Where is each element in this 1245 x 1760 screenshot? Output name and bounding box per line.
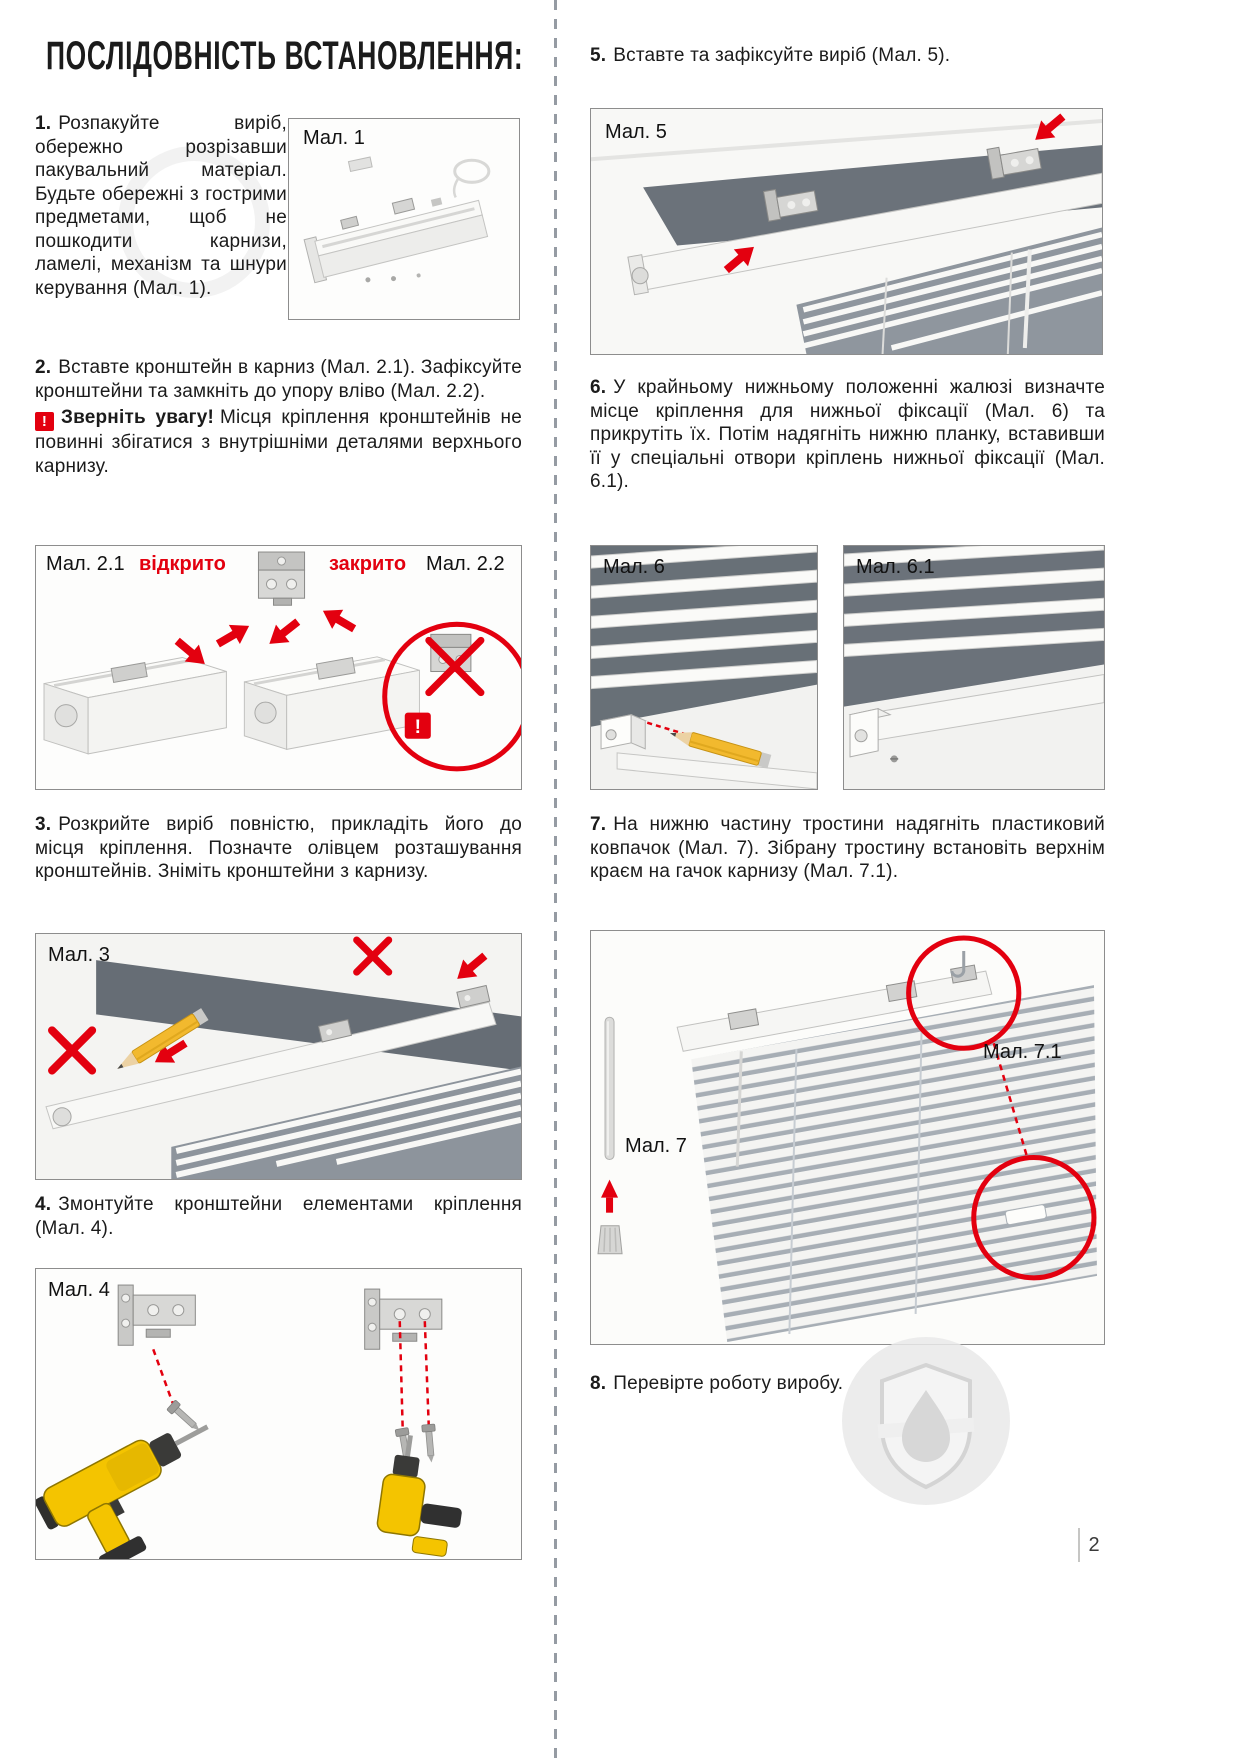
step-1-body: Розпакуйте виріб, обережно розрізавши пакувальний матеріал. Будьте обережні з гострими предметами, щоб не пошкодити карнизи, ламелі, механізм та шнури керування (Мал. 1). bbox=[35, 113, 287, 299]
warning-title: Зверніть увагу! bbox=[61, 407, 215, 429]
figure-5-label: Мал. 5 bbox=[605, 121, 667, 143]
figure-6 bbox=[590, 545, 818, 790]
step-2-text bbox=[35, 356, 522, 403]
fig5-illustration bbox=[591, 109, 1102, 354]
step-8-number: 8. bbox=[590, 1373, 607, 1394]
step-2-warning bbox=[35, 406, 522, 478]
step-7-number: 7. bbox=[590, 814, 607, 835]
bracket-icon bbox=[258, 552, 304, 605]
figure-2-2-label: Мал. 2.2 bbox=[426, 553, 505, 575]
watermark-logo bbox=[840, 1335, 1012, 1507]
figure-4 bbox=[35, 1268, 522, 1560]
screw-icon bbox=[422, 1424, 438, 1463]
figure-5 bbox=[590, 108, 1103, 355]
warning-icon: ! bbox=[35, 412, 54, 431]
figure-2 bbox=[35, 545, 522, 790]
step-3-body: Розкрийте виріб повністю, прикладіть його до місця кріплення. Позначте олівцем розташування кронштейнів. Зніміть кронштейни з карнизу. bbox=[35, 814, 522, 883]
column-divider bbox=[554, 0, 557, 1760]
figure-3-label: Мал. 3 bbox=[48, 944, 110, 966]
page-number bbox=[1078, 1528, 1100, 1562]
fig3-illustration bbox=[36, 934, 521, 1179]
red-arrow bbox=[317, 601, 359, 638]
step-7-text bbox=[590, 813, 1105, 884]
figure-6-1 bbox=[843, 545, 1105, 790]
figure-2-1-label: Мал. 2.1 bbox=[46, 553, 125, 575]
step-3-text bbox=[35, 813, 522, 884]
step-6-number: 6. bbox=[590, 377, 607, 398]
open-label: відкрито bbox=[139, 553, 226, 575]
page-number-value: 2 bbox=[1088, 1533, 1100, 1556]
fixation-clip bbox=[601, 715, 645, 749]
red-arrow bbox=[263, 613, 305, 653]
bracket-icon bbox=[365, 1289, 442, 1349]
closed-label: закрито bbox=[329, 553, 407, 575]
figure-6-1-label: Мал. 6.1 bbox=[856, 556, 935, 578]
step-4-body: Змонтуйте кронштейни елементами кріплення (Мал. 4). bbox=[35, 1194, 522, 1239]
figure-7 bbox=[590, 930, 1105, 1345]
step-7-body: На нижню частину тростини надягніть пластиковий ковпачок (Мал. 7). Зібрану тростину встановіть верхнім краєм на гачок карнизу (Мал. 7.1). bbox=[590, 814, 1105, 883]
step-2-number: 2. bbox=[35, 357, 52, 378]
step-1-text bbox=[35, 112, 287, 300]
drill-icon bbox=[36, 1409, 245, 1559]
step-4-text bbox=[35, 1193, 522, 1240]
step-5-number: 5. bbox=[590, 45, 607, 66]
step-8-body: Перевірте роботу виробу. bbox=[613, 1373, 844, 1394]
fig6-illustration bbox=[591, 546, 817, 789]
figure-6-label: Мал. 6 bbox=[603, 556, 665, 578]
fig6-1-illustration bbox=[844, 546, 1104, 789]
page-number-rule bbox=[1078, 1528, 1080, 1562]
step-4-number: 4. bbox=[35, 1194, 52, 1215]
figure-4-label: Мал. 4 bbox=[48, 1279, 110, 1301]
red-arrow bbox=[212, 616, 254, 653]
step-6-text bbox=[590, 376, 1105, 494]
step-2 bbox=[35, 356, 522, 478]
cornice-end bbox=[44, 632, 226, 754]
page-title-text: ПОСЛІДОВНІСТЬ ВСТАНОВЛЕННЯ: bbox=[46, 34, 524, 78]
drill-icon bbox=[374, 1432, 471, 1558]
figure-3 bbox=[35, 933, 522, 1180]
step-1-number: 1. bbox=[35, 113, 52, 134]
step-6-body: У крайньому нижньому положенні жалюзі визначте місце кріплення для нижньої фіксації (Мал. 6) та прикрутіть їх. Потім надягніть нижню планку, вставивши її у спеціальні отвори кріплень нижньої фіксації (Мал. 6.1). bbox=[590, 377, 1105, 493]
figure-7-1-label: Мал. 7.1 bbox=[983, 1041, 1062, 1063]
wand-icon bbox=[605, 1017, 614, 1159]
cap-icon bbox=[598, 1226, 622, 1254]
warning-text: Місця кріплення кронштейнів не повинні збігатися з внутрішніми деталями верхнього карнизу. bbox=[35, 407, 522, 477]
figure-1-label: Мал. 1 bbox=[303, 127, 365, 149]
step-2-body: Вставте кронштейн в карниз (Мал. 2.1). Зафіксуйте кронштейни та замкніть до упору вліво (Мал. 2.2). bbox=[35, 357, 522, 402]
step-5-text bbox=[590, 44, 1105, 68]
figure-1 bbox=[288, 118, 520, 320]
figure-7-label: Мал. 7 bbox=[625, 1135, 687, 1157]
fig2-illustration bbox=[36, 546, 521, 789]
step-3-number: 3. bbox=[35, 814, 52, 835]
step-5-body: Вставте та зафіксуйте виріб (Мал. 5). bbox=[613, 45, 951, 66]
exclamation-mark: ! bbox=[414, 716, 421, 738]
bracket-icon bbox=[118, 1285, 195, 1345]
fig4-illustration bbox=[36, 1269, 521, 1559]
